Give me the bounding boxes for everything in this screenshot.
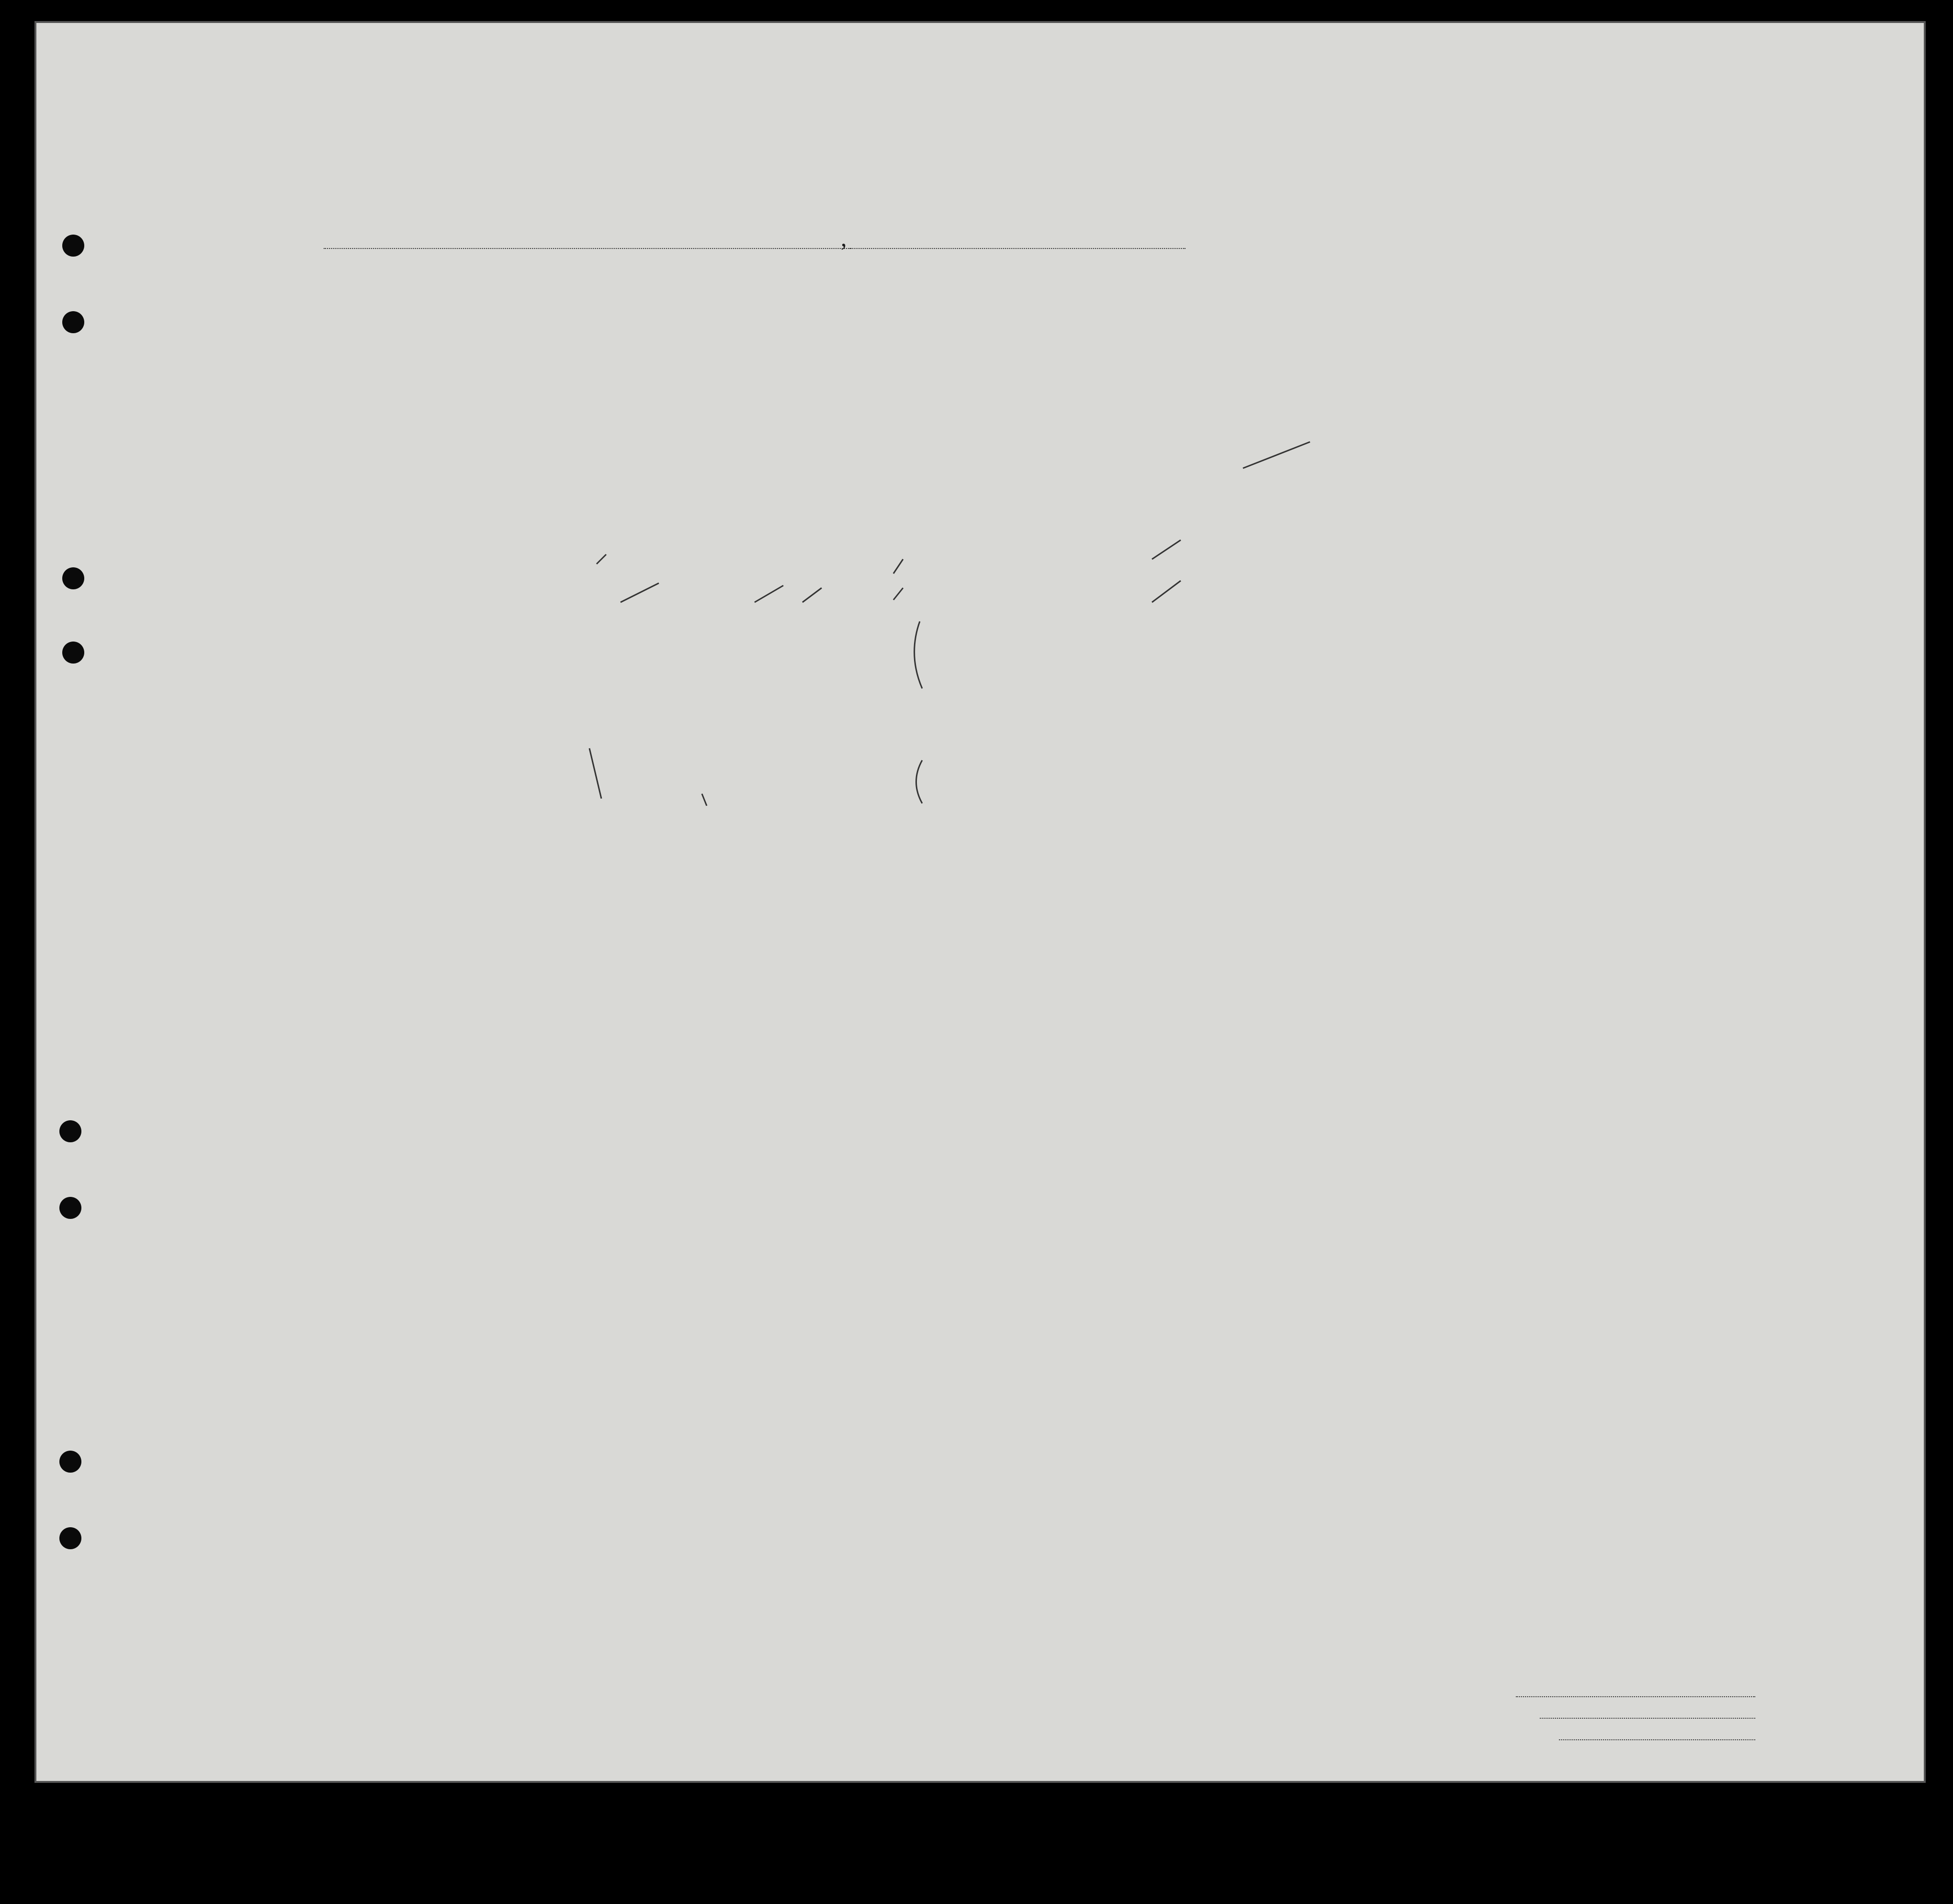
pencil-check-marks bbox=[36, 23, 1928, 1785]
binder-hole bbox=[59, 1527, 81, 1549]
binder-hole bbox=[62, 311, 84, 333]
binder-hole bbox=[59, 1197, 81, 1219]
manifest-sheet bbox=[34, 21, 1926, 1783]
footer-owners-field bbox=[1540, 1718, 1755, 1719]
binder-hole bbox=[62, 567, 84, 589]
binder-hole bbox=[62, 235, 84, 257]
footer-local-agents-field bbox=[1559, 1739, 1755, 1740]
footer-line-field bbox=[1516, 1696, 1755, 1697]
binder-hole bbox=[62, 642, 84, 664]
binder-hole bbox=[59, 1120, 81, 1142]
comma: , bbox=[841, 225, 847, 251]
binder-hole bbox=[59, 1451, 81, 1473]
